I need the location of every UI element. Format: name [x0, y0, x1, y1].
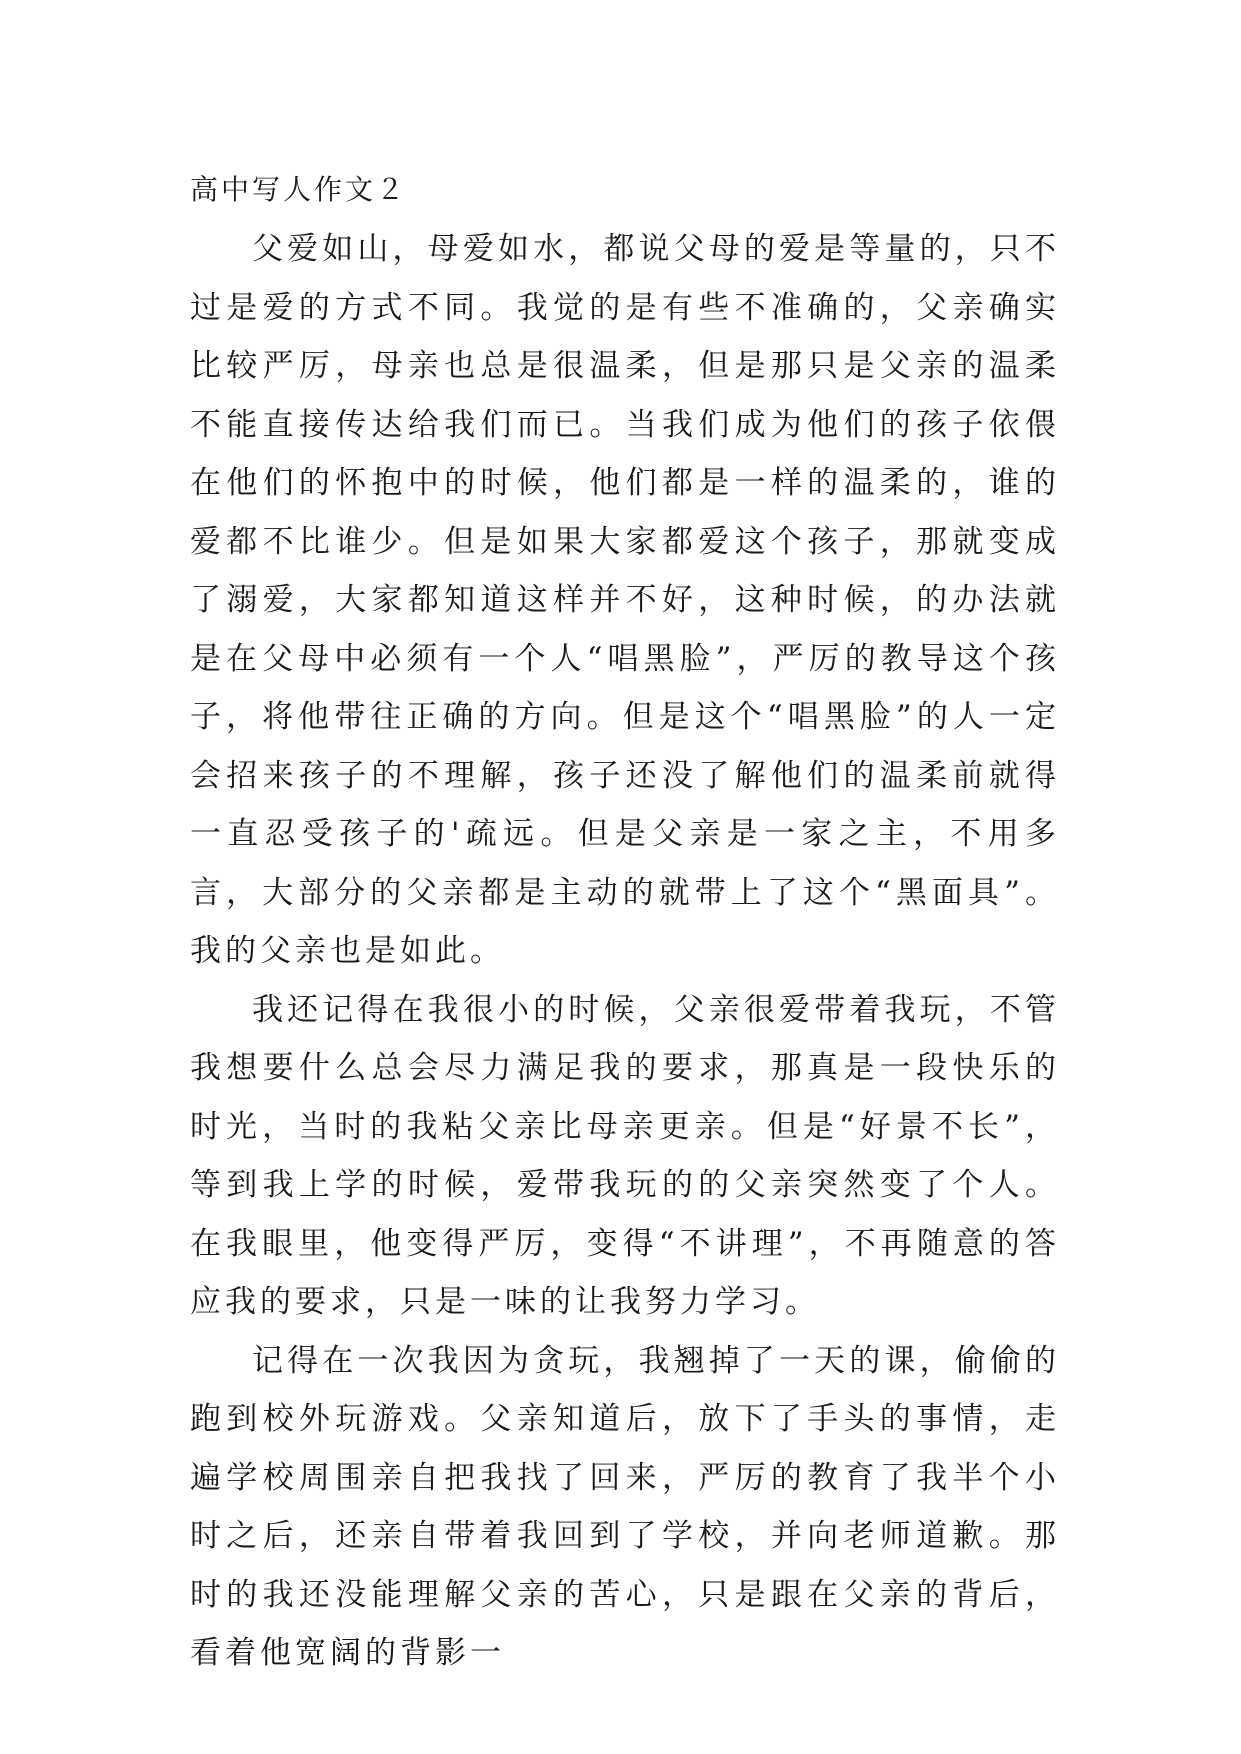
- document-title: 高中写人作文２: [190, 173, 408, 206]
- paragraph-3: 记得在一次我因为贪玩，我翘掉了一天的课，偷偷的跑到校外玩游戏。父亲知道后，放下了手头的事情，走遍学校周围亲自把我找了回来，严厉的教育了我半个小时之后，还亲自带着我回到了学校，并向老师道歉。那时的我还没能理解父亲的苦心，只是跟在父亲的背后，看着他宽阔的背影一: [190, 1342, 1060, 1671]
- paragraph-2: 我还记得在我很小的时候，父亲很爱带着我玩，不管我想要什么总会尽力满足我的要求，那真是一段快乐的时光，当时的我粘父亲比母亲更亲。但是“好景不长”，等到我上学的时候，爱带我玩的的父亲突然变了个人。在我眼里，他变得严厉，变得“不讲理”，不再随意的答应我的要求，只是一味的让我努力学习。: [190, 991, 1060, 1320]
- document-page: [190, 160, 1060, 1683]
- paragraph-1: 父爱如山，母爱如水，都说父母的爱是等量的，只不过是爱的方式不同。我觉的是有些不准确的，父亲确实比较严厉，母亲也总是很温柔，但是那只是父亲的温柔不能直接传达给我们而已。当我们成为他们的孩子依偎在他们的怀抱中的时候，他们都是一样的温柔的，谁的爱都不比谁少。但是如果大家都爱这个孩子，那就变成了溺爱，大家都知道这样并不好，这种时候，的办法就是在父母中必须有一个人“唱黑脸”，严厉的教导这个孩子，将他带往正确的方向。但是这个“唱黑脸”的人一定会招来孩子的不理解，孩子还没了解他们的温柔前就得一直忍受孩子的'疏远。但是父亲是一家之主，不用多言，大部分的父亲都是主动的就带上了这个“黑面具”。我的父亲也是如此。: [190, 231, 1060, 969]
